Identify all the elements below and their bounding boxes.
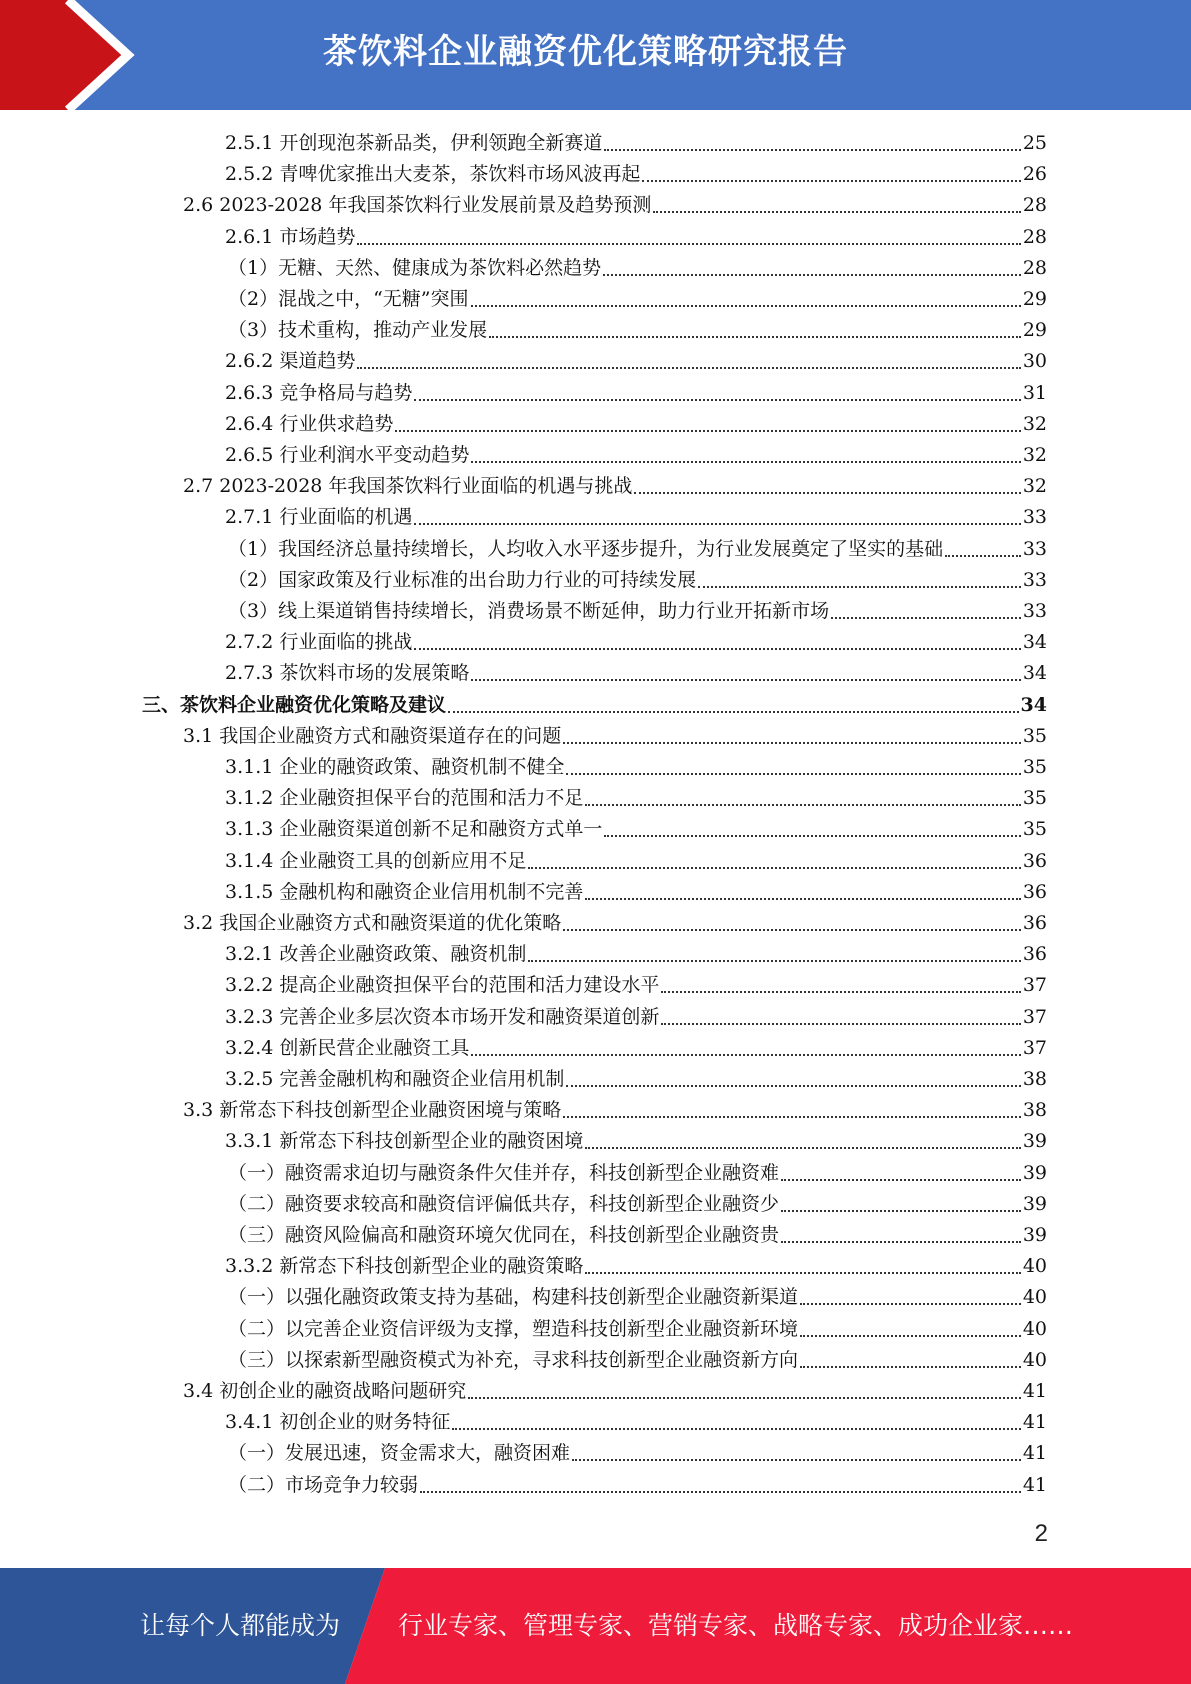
toc-entry-label: 2.6.2 渠道趋势 (225, 350, 356, 373)
footer-banner (0, 1568, 1191, 1684)
toc-entry-label: 3.4.1 初创企业的财务特征 (225, 1411, 451, 1434)
toc-entry[interactable] (228, 1345, 1047, 1376)
toc-entry[interactable] (225, 378, 1047, 409)
toc-entry-page: 33 (1022, 568, 1047, 591)
toc-entry-page: 34 (1022, 631, 1047, 654)
toc-dot-leader (566, 772, 1020, 775)
toc-entry-label: 3.1.5 金融机构和融资企业信用机制不完善 (225, 880, 584, 903)
toc-entry-page: 30 (1022, 350, 1047, 373)
toc-entry[interactable] (225, 409, 1047, 440)
toc-dot-leader (603, 273, 1021, 276)
toc-dot-leader (604, 148, 1020, 151)
toc-entry-label: 三、茶饮料企业融资优化策略及建议 (142, 693, 447, 716)
toc-dot-leader (471, 460, 1020, 463)
toc-entry-page: 36 (1022, 849, 1047, 872)
toc-entry-label: 3.2.5 完善金融机构和融资企业信用机制 (225, 1068, 565, 1090)
toc-entry-page: 32 (1022, 412, 1047, 435)
toc-entry-page: 39 (1022, 1161, 1047, 1184)
toc-entry-label: 3.3.1 新常态下科技创新型企业的融资困境 (225, 1130, 584, 1153)
toc-entry[interactable] (225, 814, 1047, 845)
toc-entry-label: 2.6.1 市场趋势 (225, 225, 356, 248)
toc-entry[interactable] (225, 440, 1047, 471)
toc-entry-label: 3.3 新常态下科技创新型企业融资困境与策略 (183, 1099, 562, 1122)
toc-dot-leader (661, 1022, 1020, 1025)
toc-entry[interactable] (228, 284, 1047, 315)
toc-dot-leader (781, 1178, 1021, 1181)
toc-entry-label: 3.2.2 提高企业融资担保平台的范围和活力建设水平 (225, 974, 660, 997)
toc-entry-label: （一）以强化融资政策支持为基础，构建科技创新型企业融资新渠道 (228, 1286, 799, 1309)
toc-entry[interactable] (225, 1002, 1047, 1033)
toc-entry-label: 3.1.2 企业融资担保平台的范围和活力不足 (225, 787, 584, 810)
toc-entry-page: 39 (1022, 1192, 1047, 1215)
toc-entry-label: 3.2 我国企业融资方式和融资渠道的优化策略 (183, 912, 562, 934)
toc-entry-label: （1）我国经济总量持续增长，人均收入水平逐步提升，为行业发展奠定了坚实的基础 (228, 537, 944, 560)
page-number: 2 (1034, 1520, 1048, 1547)
toc-entry[interactable] (183, 1376, 1047, 1407)
toc-entry-label: （二）融资要求较高和融资信评偏低共存，科技创新型企业融资少 (228, 1192, 780, 1215)
toc-dot-leader (653, 210, 1020, 213)
toc-entry-page: 28 (1022, 194, 1047, 217)
toc-dot-leader (448, 710, 1019, 713)
toc-dot-leader (566, 1084, 1020, 1087)
toc-entry-page: 26 (1022, 163, 1047, 186)
toc-entry[interactable] (225, 1033, 1047, 1064)
toc-entry-label: （二）市场竞争力较弱 (228, 1473, 419, 1496)
toc-entry-page: 41 (1022, 1473, 1047, 1496)
toc-entry-page: 33 (1022, 600, 1047, 622)
toc-entry[interactable] (225, 1251, 1047, 1282)
toc-dot-leader (781, 1209, 1021, 1212)
toc-dot-leader (563, 928, 1021, 931)
toc-entry-page: 40 (1022, 1286, 1047, 1309)
toc-entry-page: 32 (1022, 444, 1047, 466)
toc-entry[interactable] (183, 908, 1047, 939)
toc-dot-leader (414, 398, 1020, 401)
toc-entry-label: 3.4 初创企业的融资战略问题研究 (183, 1380, 467, 1402)
toc-dot-leader (357, 242, 1020, 245)
toc-entry-page: 35 (1022, 756, 1047, 778)
toc-entry-page: 37 (1022, 974, 1047, 997)
toc-dot-leader (528, 866, 1020, 869)
toc-dot-leader (414, 522, 1020, 525)
chevron-decoration-icon (0, 0, 160, 110)
toc-entry[interactable] (225, 783, 1047, 814)
toc-entry-page: 29 (1022, 319, 1047, 342)
toc-entry-page: 38 (1022, 1068, 1047, 1090)
toc-entry[interactable] (228, 534, 1047, 565)
toc-entry[interactable] (228, 565, 1047, 596)
toc-entry[interactable] (225, 222, 1047, 253)
toc-entry[interactable] (225, 970, 1047, 1001)
toc-entry-page: 36 (1022, 880, 1047, 903)
toc-entry-label: （三）以探索新型融资模式为补充，寻求科技创新型企业融资新方向 (228, 1348, 799, 1371)
toc-entry-page: 36 (1022, 943, 1047, 966)
toc-dot-leader (452, 1427, 1020, 1430)
toc-entry-page: 38 (1022, 1099, 1047, 1122)
toc-entry-page: 41 (1022, 1442, 1047, 1465)
toc-entry[interactable] (228, 253, 1047, 284)
toc-entry-label: 3.1 我国企业融资方式和融资渠道存在的问题 (183, 724, 562, 747)
toc-entry[interactable] (225, 502, 1047, 533)
toc-dot-leader (585, 897, 1020, 900)
toc-entry-page: 40 (1022, 1348, 1047, 1371)
toc-entry[interactable] (225, 346, 1047, 377)
toc-entry-page: 35 (1022, 787, 1047, 810)
toc-dot-leader (604, 834, 1020, 837)
toc-entry-label: （3）技术重构，推动产业发展 (228, 319, 488, 342)
toc-entry-label: 2.5.1 开创现泡茶新品类，伊利领跑全新赛道 (225, 132, 603, 154)
toc-entry[interactable] (228, 1158, 1047, 1189)
toc-entry-label: （2）国家政策及行业标准的出台助力行业的可持续发展 (228, 568, 697, 591)
toc-entry[interactable] (228, 1314, 1047, 1345)
toc-entry[interactable] (228, 1438, 1047, 1469)
toc-entry[interactable] (225, 159, 1047, 190)
toc-dot-leader (414, 647, 1020, 650)
toc-entry-page: 33 (1022, 506, 1047, 529)
toc-entry-label: 2.6 2023-2028 年我国茶饮料行业发展前景及趋势预测 (183, 194, 652, 217)
toc-entry[interactable] (228, 1470, 1047, 1501)
toc-dot-leader (585, 803, 1020, 806)
toc-entry-label: 3.2.1 改善企业融资政策、融资机制 (225, 943, 527, 966)
footer-slogan-left: 让每个人都能成为 (140, 1611, 341, 1640)
toc-dot-leader (800, 1302, 1021, 1305)
toc-dot-leader (800, 1365, 1021, 1368)
toc-dot-leader (420, 1490, 1021, 1493)
toc-entry-label: 2.6.4 行业供求趋势 (225, 412, 394, 435)
toc-entry[interactable] (225, 658, 1047, 689)
toc-entry-page: 33 (1022, 537, 1047, 560)
toc-entry-page: 25 (1022, 132, 1047, 154)
toc-entry-page: 41 (1022, 1411, 1047, 1434)
toc-entry-page: 34 (1020, 693, 1047, 716)
toc-entry[interactable] (228, 1220, 1047, 1251)
toc-entry-page: 31 (1022, 381, 1047, 404)
toc-dot-leader (585, 1271, 1020, 1274)
toc-entry[interactable] (228, 1189, 1047, 1220)
toc-entry-label: （1）无糖、天然、健康成为茶饮料必然趋势 (228, 256, 602, 279)
toc-entry[interactable] (225, 877, 1047, 908)
toc-entry[interactable] (228, 596, 1047, 627)
toc-entry-label: （二）以完善企业资信评级为支撑，塑造科技创新型企业融资新环境 (228, 1317, 799, 1340)
toc-dot-leader (585, 1146, 1020, 1149)
toc-entry[interactable] (225, 846, 1047, 877)
toc-entry[interactable] (225, 939, 1047, 970)
toc-dot-leader (698, 585, 1021, 588)
toc-entry-page: 28 (1022, 256, 1047, 279)
toc-entry[interactable] (183, 721, 1047, 752)
toc-entry-page: 37 (1022, 1005, 1047, 1028)
toc-entry-page: 36 (1022, 912, 1047, 934)
toc-entry-label: 3.1.3 企业融资渠道创新不足和融资方式单一 (225, 818, 603, 841)
toc-entry[interactable] (225, 627, 1047, 658)
toc-entry-label: 3.3.2 新常态下科技创新型企业的融资策略 (225, 1255, 584, 1278)
toc-dot-leader (471, 304, 1021, 307)
toc-entry-label: 3.2.4 创新民营企业融资工具 (225, 1036, 470, 1059)
toc-entry-label: 2.7.1 行业面临的机遇 (225, 506, 413, 529)
document-title: 茶饮料企业融资优化策略研究报告 (323, 32, 848, 72)
toc-entry-label: 2.7.2 行业面临的挑战 (225, 631, 413, 654)
footer-slogan-right: 行业专家、管理专家、营销专家、战略专家、成功企业家…… (398, 1611, 1074, 1640)
toc-dot-leader (395, 429, 1020, 432)
toc-dot-leader (563, 741, 1021, 744)
toc-entry-page: 39 (1022, 1130, 1047, 1153)
toc-dot-leader (468, 1396, 1021, 1399)
toc-dot-leader (471, 678, 1020, 681)
toc-entry[interactable] (183, 1095, 1047, 1126)
toc-dot-leader (572, 1458, 1021, 1461)
toc-entry-label: 3.1.4 企业融资工具的创新应用不足 (225, 849, 527, 872)
toc-entry-label: 2.5.2 青啤优家推出大麦茶，茶饮料市场风波再起 (225, 163, 641, 186)
toc-entry[interactable] (225, 1407, 1047, 1438)
toc-entry-label: （2）混战之中，“无糖”突围 (228, 288, 469, 310)
toc-entry-label: （3）线上渠道销售持续增长，消费场景不断延伸，助力行业开拓新市场 (228, 600, 830, 622)
toc-entry[interactable] (228, 1282, 1047, 1313)
toc-entry[interactable] (225, 752, 1047, 783)
toc-entry[interactable] (183, 190, 1047, 221)
toc-entry[interactable] (225, 1126, 1047, 1157)
toc-entry-label: 2.7 2023-2028 年我国茶饮料行业面临的机遇与挑战 (183, 475, 633, 498)
toc-entry[interactable] (225, 1064, 1047, 1095)
toc-entry-label: （一）发展迅速，资金需求大，融资困难 (228, 1442, 571, 1465)
toc-entry-page: 32 (1022, 475, 1047, 498)
toc-entry-page: 40 (1022, 1255, 1047, 1278)
toc-entry-page: 28 (1022, 225, 1047, 248)
toc-entry-label: （三）融资风险偏高和融资环境欠优同在，科技创新型企业融资贵 (228, 1224, 780, 1246)
toc-dot-leader (831, 616, 1021, 619)
toc-entry[interactable] (142, 690, 1047, 721)
toc-dot-leader (528, 959, 1020, 962)
toc-dot-leader (471, 1053, 1020, 1056)
toc-entry-label: （一）融资需求迫切与融资条件欠佳并存，科技创新型企业融资难 (228, 1161, 780, 1184)
toc-entry-page: 41 (1022, 1380, 1047, 1402)
toc-dot-leader (634, 491, 1020, 494)
toc-entry-label: 2.7.3 茶饮料市场的发展策略 (225, 662, 470, 685)
toc-dot-leader (800, 1334, 1021, 1337)
toc-entry[interactable] (228, 315, 1047, 346)
toc-dot-leader (781, 1240, 1021, 1243)
toc-dot-leader (661, 990, 1020, 993)
toc-entry-label: 2.6.5 行业利润水平变动趋势 (225, 444, 470, 466)
toc-entry-label: 2.6.3 竞争格局与趋势 (225, 381, 413, 404)
toc-entry-page: 35 (1022, 724, 1047, 747)
toc-entry[interactable] (225, 128, 1047, 159)
toc-dot-leader (563, 1115, 1021, 1118)
header-banner (0, 0, 1191, 110)
toc-dot-leader (489, 335, 1021, 338)
toc-dot-leader (357, 366, 1020, 369)
toc-entry-page: 35 (1022, 818, 1047, 841)
toc-entry-label: 3.1.1 企业的融资政策、融资机制不健全 (225, 756, 565, 778)
toc-entry[interactable] (183, 471, 1047, 502)
toc-entry-page: 39 (1022, 1224, 1047, 1246)
toc-entry-page: 37 (1022, 1036, 1047, 1059)
toc-entry-page: 34 (1022, 662, 1047, 685)
toc-entry-page: 29 (1022, 288, 1047, 310)
toc-entry-page: 40 (1022, 1317, 1047, 1340)
toc-dot-leader (945, 554, 1021, 557)
toc-entry-label: 3.2.3 完善企业多层次资本市场开发和融资渠道创新 (225, 1005, 660, 1028)
toc-dot-leader (642, 179, 1020, 182)
